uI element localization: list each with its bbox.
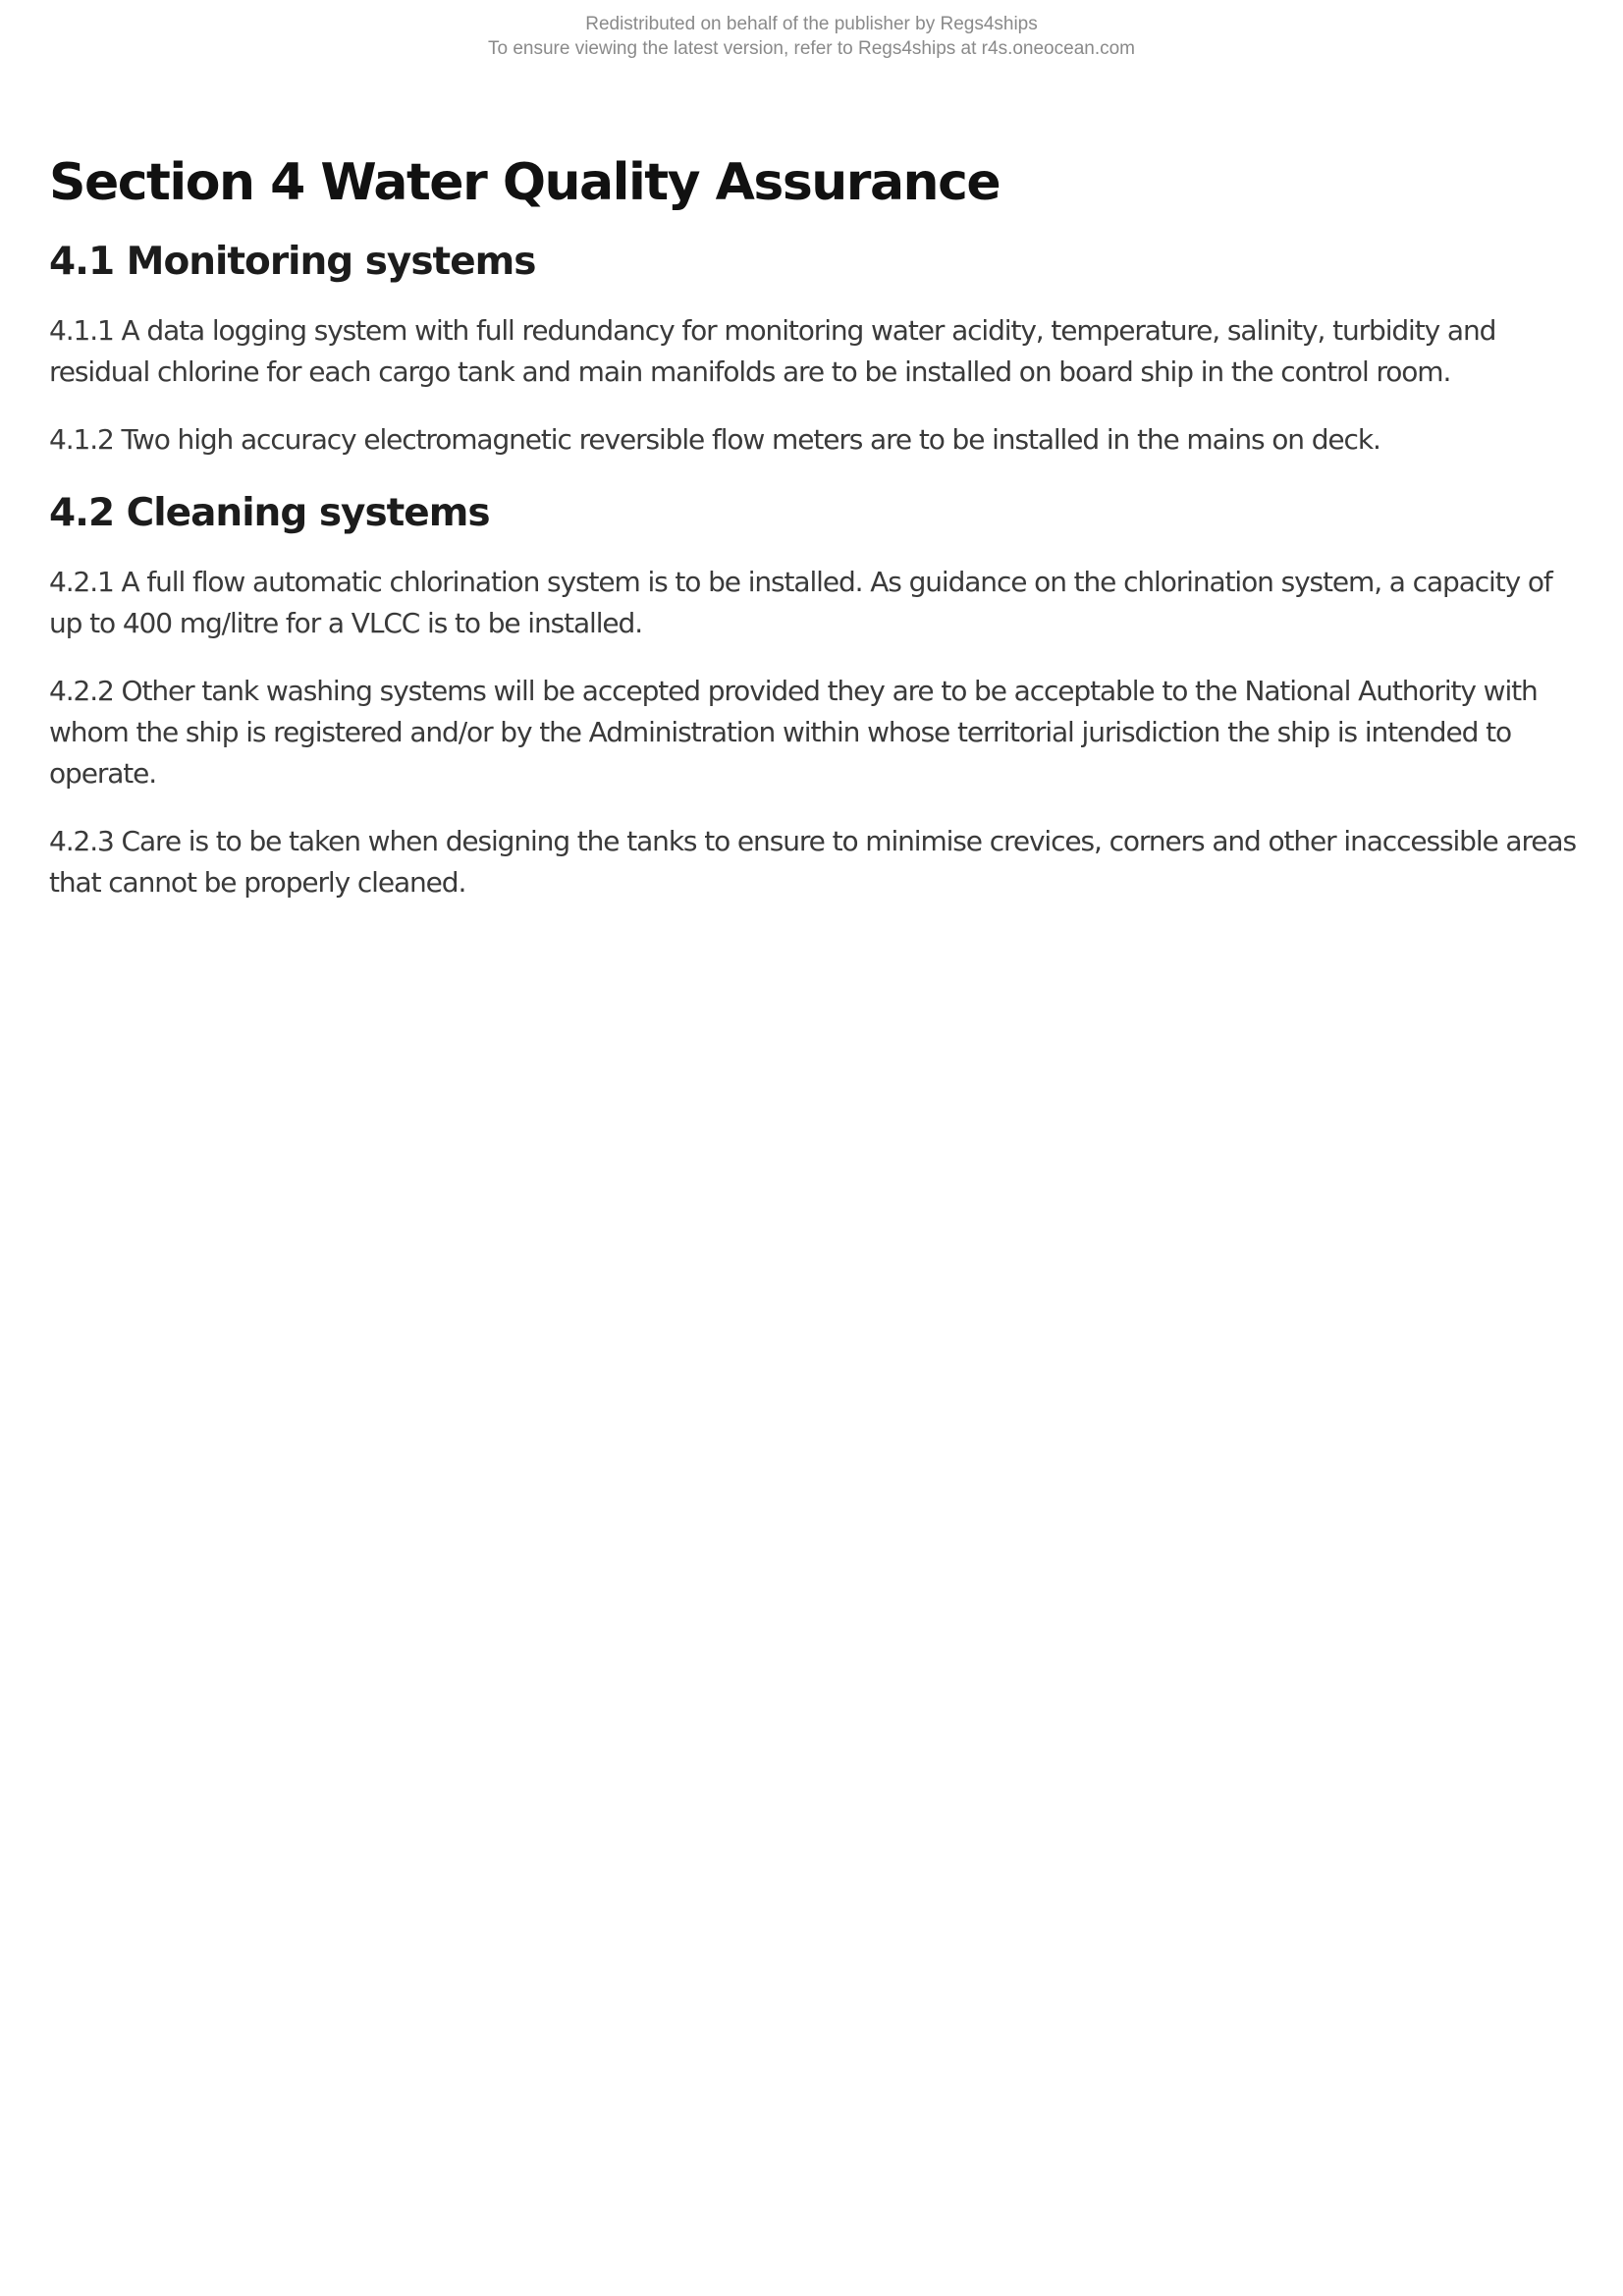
watermark-line-2: To ensure viewing the latest version, refer to Regs4ships at r4s.oneocean.com xyxy=(487,38,1136,59)
paragraph-4-1-2: 4.1.2 Two high accuracy electromagnetic reversible flow meters are to be installed in the mains on deck. xyxy=(49,423,1380,456)
paragraph-4-2-1: 4.2.1 A full flow automatic chlorination system is to be installed. As guidance on the chlorination system, a capacity of up to 400 mg/litre for a VLCC is to be installed. xyxy=(49,566,1552,639)
section-heading: 4.2 Cleaning systems xyxy=(49,491,490,535)
document-body xyxy=(49,147,1581,930)
section-monitoring-systems xyxy=(49,236,1581,461)
paragraph-4-2-3: 4.2.3 Care is to be taken when designing the tanks to ensure to minimise crevices, corners and other inaccessible areas that cannot be properly cleaned. xyxy=(49,825,1576,899)
redistribution-notice xyxy=(0,12,1623,61)
paragraph-4-1-1: 4.1.1 A data logging system with full redundancy for monitoring water acidity, temperature, salinity, turbidity and residual chlorine for each cargo tank and main manifolds are to be installed on board ship in the control room. xyxy=(49,314,1496,388)
section-heading: 4.1 Monitoring systems xyxy=(49,240,536,284)
section-cleaning-systems xyxy=(49,487,1581,903)
watermark-line-1: Redistributed on behalf of the publisher by Regs4ships xyxy=(585,14,1038,34)
section-title: Section 4 Water Quality Assurance xyxy=(49,153,1001,212)
paragraph-4-2-2: 4.2.2 Other tank washing systems will be accepted provided they are to be acceptable to the National Authority with whom the ship is registered and/or by the Administration within whose territorial jurisdiction the ship is intended to operate. xyxy=(49,675,1538,790)
